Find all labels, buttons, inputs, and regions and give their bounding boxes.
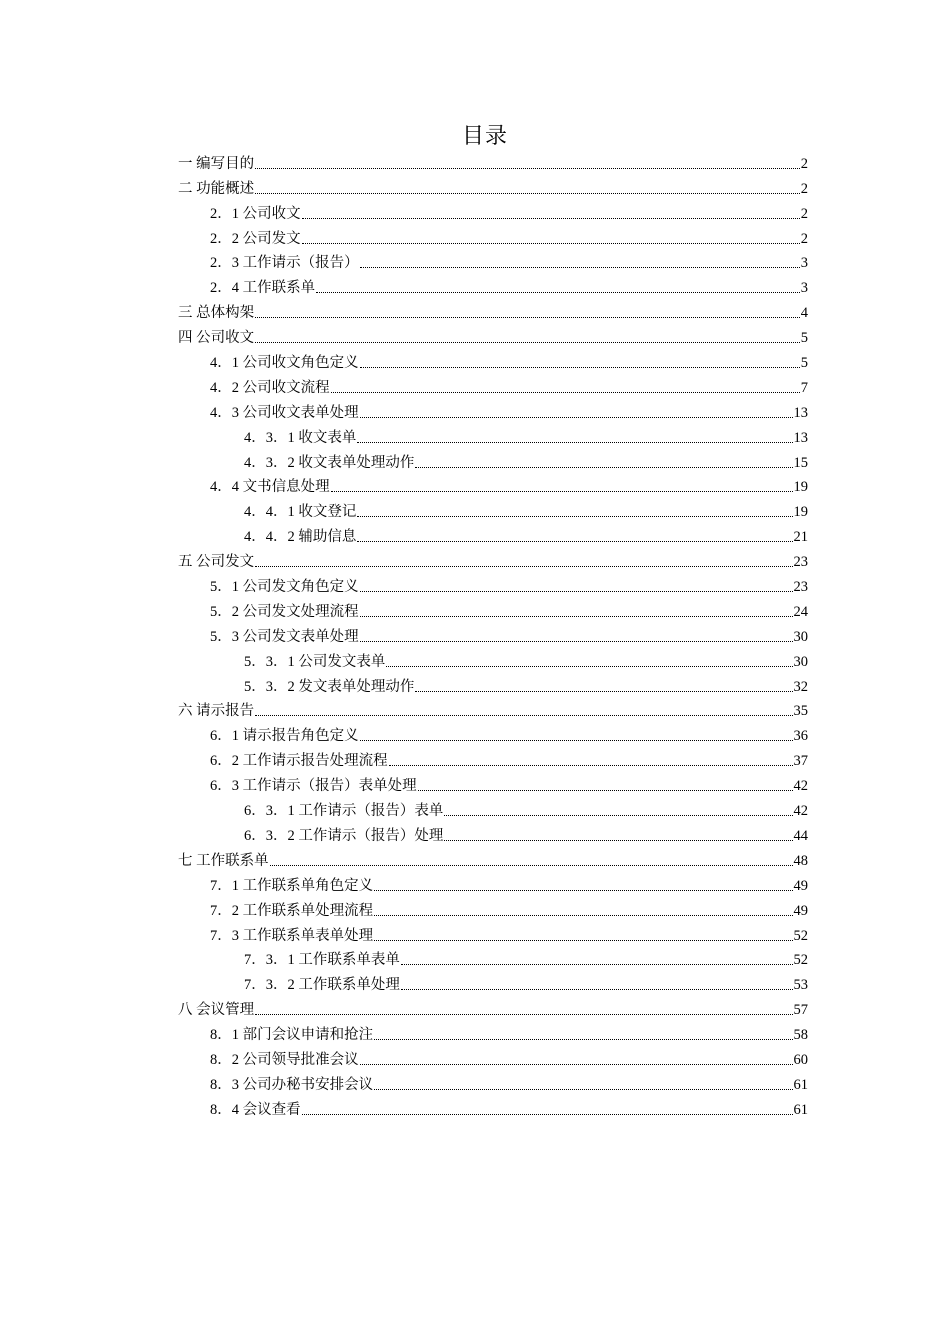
toc-dot-leader [386,666,792,667]
toc-entry-title: 2．1 公司收文 [210,205,301,222]
toc-entry-title: 一 编写目的 [178,155,255,172]
toc-entry-page-number: 2 [800,230,808,247]
toc-entry-page-number: 42 [793,803,808,820]
toc-entry-title: 4．4．1 收文登记 [244,504,357,521]
toc-dot-leader [415,691,792,692]
toc-entry-page-number: 35 [793,703,808,720]
toc-entry-page-number: 23 [793,579,808,596]
toc-entry-title: 6．2 工作请示报告处理流程 [210,753,388,770]
toc-entry-title: 5．1 公司发文角色定义 [210,579,359,596]
toc-entry-title: 7．3．1 工作联系单表单 [244,952,400,969]
toc-entry-title: 二 功能概述 [178,180,255,197]
toc-dot-leader [360,616,793,617]
toc-entry-page-number: 61 [793,1101,808,1118]
toc-entry-title: 六 请示报告 [178,703,255,720]
toc-entry-title: 4．1 公司收文角色定义 [210,355,359,372]
toc-entry-title: 4．3．1 收文表单 [244,429,357,446]
toc-dot-leader [357,516,792,517]
toc-dot-leader [255,566,792,567]
toc-entry-title: 6．3 工作请示（报告）表单处理 [210,778,417,795]
toc-entry-page-number: 44 [793,827,808,844]
toc-dot-leader [255,193,800,194]
toc-entry[interactable] [178,671,808,696]
toc-entry-title: 4．3 公司收文表单处理 [210,404,359,421]
toc-entry-page-number: 49 [793,902,808,919]
toc-entry[interactable] [178,397,808,422]
toc-entry[interactable] [178,720,808,745]
toc-entry-title: 2．2 公司发文 [210,230,301,247]
toc-dot-leader [360,591,793,592]
toc-entry-page-number: 13 [793,429,808,446]
toc-entry-page-number: 30 [793,653,808,670]
toc-entry-page-number: 4 [800,305,808,322]
toc-dot-leader [360,267,800,268]
toc-entry-title: 5．3．1 公司发文表单 [244,653,386,670]
toc-entry[interactable] [178,895,808,920]
toc-entry-page-number: 30 [793,628,808,645]
toc-entry[interactable] [178,447,808,472]
toc-entry[interactable] [178,621,808,646]
toc-entry-title: 7．3．2 工作联系单处理 [244,977,400,994]
toc-entry[interactable] [178,1044,808,1069]
toc-dot-leader [360,417,793,418]
toc-entry-title: 7．1 工作联系单角色定义 [210,877,374,894]
toc-dot-leader [255,317,800,318]
toc-entry[interactable] [178,1019,808,1044]
toc-entry-page-number: 48 [793,852,808,869]
toc-entry[interactable] [178,521,808,546]
toc-entry-page-number: 37 [793,753,808,770]
toc-entry-title: 5．2 公司发文处理流程 [210,603,359,620]
toc-entry[interactable] [178,198,808,223]
toc-entry-title: 八 会议管理 [178,1002,255,1019]
toc-dot-leader [444,815,792,816]
toc-entry[interactable] [178,945,808,970]
toc-dot-leader [360,1064,793,1065]
toc-dot-leader [360,367,800,368]
toc-entry[interactable] [178,571,808,596]
toc-entry[interactable] [178,596,808,621]
toc-entry[interactable] [178,820,808,845]
toc-entry[interactable] [178,870,808,895]
toc-dot-leader [374,940,792,941]
toc-entry-title: 2．3 工作请示（报告） [210,255,359,272]
toc-entry-title: 4．3．2 收文表单处理动作 [244,454,415,471]
toc-entry-page-number: 61 [793,1076,808,1093]
toc-dot-leader [418,790,793,791]
toc-entry[interactable] [178,148,808,173]
toc-entry[interactable] [178,546,808,571]
toc-entry[interactable] [178,297,808,322]
toc-entry[interactable] [178,248,808,273]
toc-entry-page-number: 13 [793,404,808,421]
toc-dot-leader [389,765,793,766]
toc-dot-leader [374,1039,792,1040]
toc-entry-title: 6．3．1 工作请示（报告）表单 [244,803,444,820]
toc-entry-title: 4．4．2 辅助信息 [244,529,357,546]
toc-entry-page-number: 19 [793,504,808,521]
toc-entry[interactable] [178,920,808,945]
toc-entry-title: 7．3 工作联系单表单处理 [210,927,374,944]
toc-entry-page-number: 15 [793,454,808,471]
toc-entry[interactable] [178,1069,808,1094]
toc-entry-page-number: 32 [793,678,808,695]
toc-entry[interactable] [178,745,808,770]
toc-entry-page-number: 57 [793,1002,808,1019]
toc-dot-leader [331,491,793,492]
toc-dot-leader [316,292,800,293]
toc-entry-title: 8．3 公司办秘书安排会议 [210,1076,374,1093]
toc-entry-page-number: 5 [800,330,808,347]
toc-entry[interactable] [178,1094,808,1119]
toc-entry-title: 8．1 部门会议申请和抢注 [210,1027,374,1044]
toc-entry-title: 6．3．2 工作请示（报告）处理 [244,827,444,844]
toc-entry-page-number: 3 [800,280,808,297]
toc-dot-leader [357,541,792,542]
toc-dot-leader [415,467,792,468]
toc-entry[interactable] [178,372,808,397]
toc-entry[interactable] [178,969,808,994]
toc-dot-leader [374,915,792,916]
toc-entry[interactable] [178,347,808,372]
toc-entry-page-number: 23 [793,554,808,571]
toc-dot-leader [444,840,792,841]
toc-entry-page-number: 49 [793,877,808,894]
toc-entry-page-number: 2 [800,205,808,222]
toc-entry-page-number: 52 [793,952,808,969]
toc-dot-leader [302,1114,793,1115]
toc-entry[interactable] [178,472,808,497]
toc-entry[interactable] [178,795,808,820]
toc-entry-page-number: 5 [800,355,808,372]
toc-dot-leader [374,1089,792,1090]
toc-entry-title: 4．4 文书信息处理 [210,479,330,496]
toc-entry-page-number: 24 [793,603,808,620]
toc-entry[interactable] [178,845,808,870]
toc-entry-page-number: 52 [793,927,808,944]
toc-entry-title: 四 公司收文 [178,330,255,347]
toc-dot-leader [255,342,800,343]
toc-entry-page-number: 53 [793,977,808,994]
toc-entry-page-number: 36 [793,728,808,745]
toc-entry-page-number: 7 [800,379,808,396]
toc-dot-leader [360,740,793,741]
toc-dot-leader [360,641,793,642]
toc-dot-leader [255,168,800,169]
toc-entry-title: 5．3 公司发文表单处理 [210,628,359,645]
toc-entry-title: 7．2 工作联系单处理流程 [210,902,374,919]
toc-entry[interactable] [178,770,808,795]
toc-entry-page-number: 3 [800,255,808,272]
toc-entry-page-number: 21 [793,529,808,546]
toc-entry-page-number: 42 [793,778,808,795]
toc-entry-title: 七 工作联系单 [178,852,269,869]
toc-entry-title: 8．2 公司领导批准会议 [210,1051,359,1068]
toc-entry-page-number: 2 [800,155,808,172]
toc-entry[interactable] [178,994,808,1019]
toc-entry-page-number: 2 [800,180,808,197]
toc-dot-leader [331,392,800,393]
toc-title: 目录 [461,123,508,148]
toc-entry-title: 三 总体构架 [178,305,255,322]
toc-entry-title: 2．4 工作联系单 [210,280,316,297]
toc-dot-leader [401,964,793,965]
toc-list [178,148,808,1119]
toc-entry[interactable] [178,646,808,671]
toc-entry[interactable] [178,422,808,447]
toc-dot-leader [302,243,800,244]
toc-entry-title: 6．1 请示报告角色定义 [210,728,359,745]
toc-entry[interactable] [178,173,808,198]
toc-dot-leader [374,890,792,891]
toc-dot-leader [401,989,793,990]
toc-entry-page-number: 60 [793,1051,808,1068]
toc-dot-leader [302,218,800,219]
toc-entry[interactable] [178,272,808,297]
toc-dot-leader [255,1014,792,1015]
toc-entry-title: 8．4 会议查看 [210,1101,301,1118]
toc-entry[interactable] [178,696,808,721]
toc-entry-page-number: 19 [793,479,808,496]
toc-dot-leader [255,715,792,716]
toc-entry[interactable] [178,322,808,347]
toc-entry[interactable] [178,223,808,248]
toc-dot-leader [270,865,793,866]
toc-entry-title: 五 公司发文 [178,554,255,571]
toc-dot-leader [357,442,792,443]
toc-entry-title: 4．2 公司收文流程 [210,379,330,396]
toc-entry[interactable] [178,496,808,521]
toc-entry-title: 5．3．2 发文表单处理动作 [244,678,415,695]
toc-entry-page-number: 58 [793,1027,808,1044]
